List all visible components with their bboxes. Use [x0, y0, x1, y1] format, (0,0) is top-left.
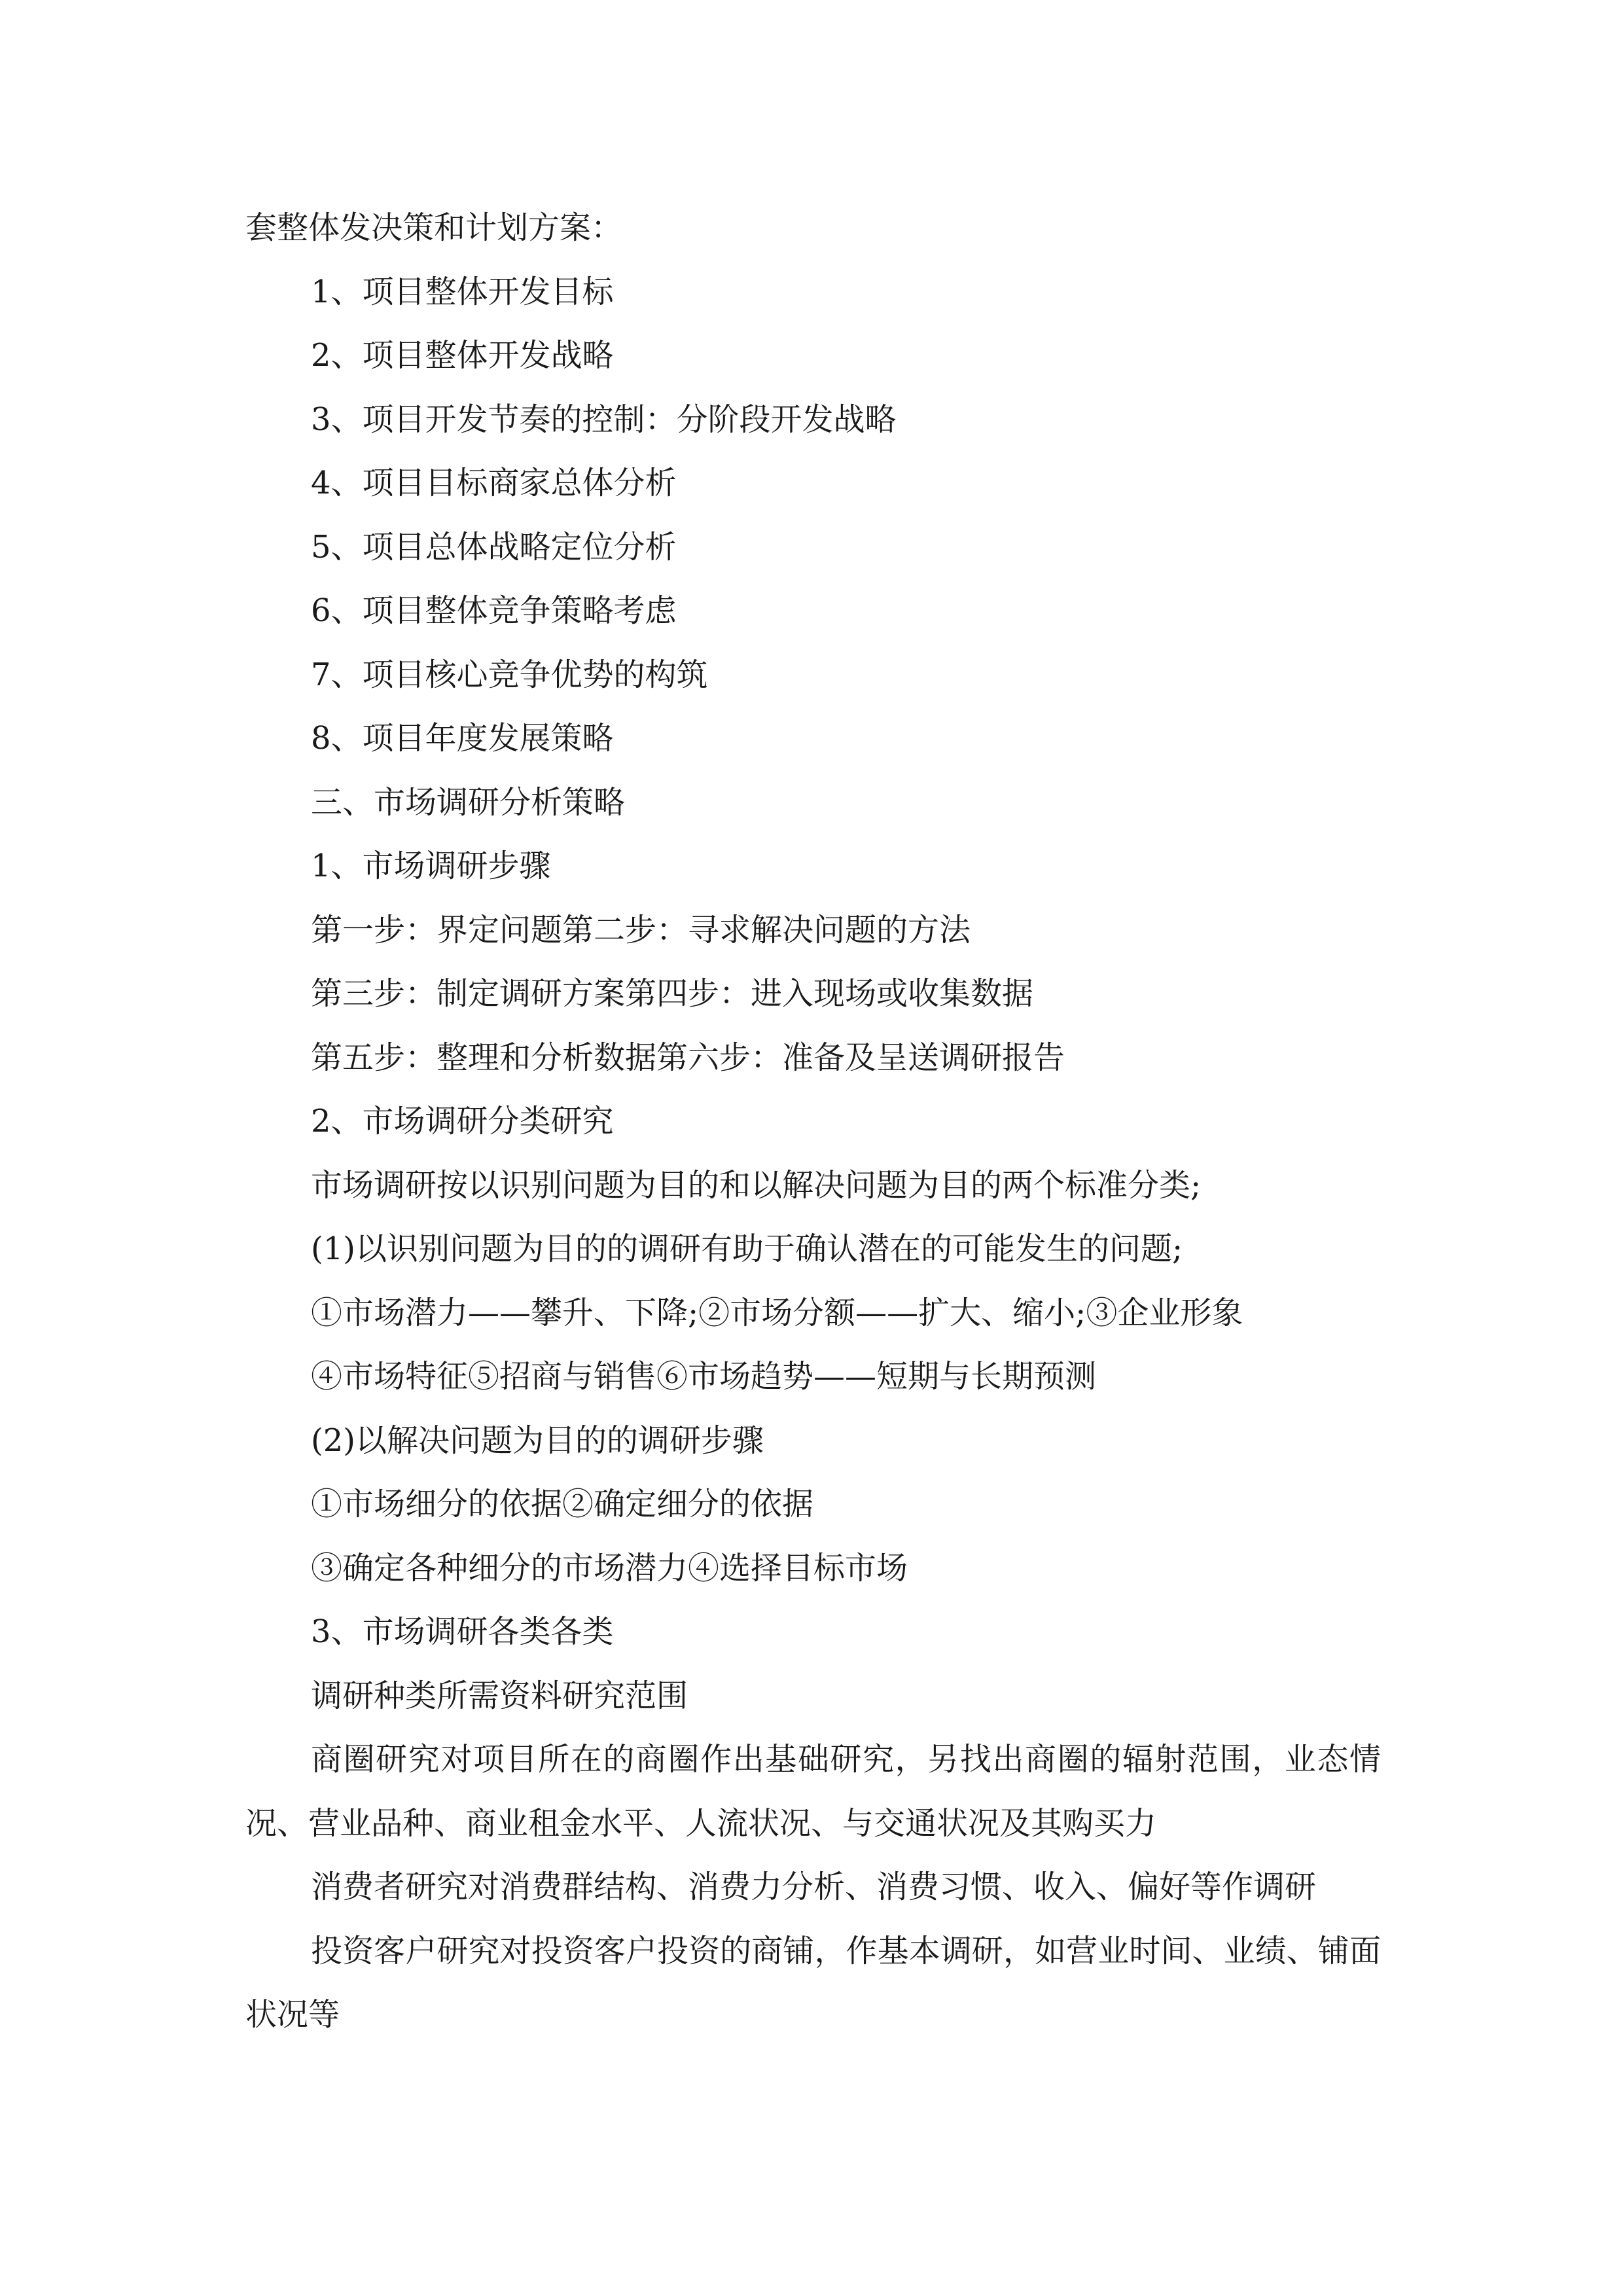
classification-line-1: 市场调研按以识别问题为目的和以解决问题为目的两个标准分类;: [311, 1166, 1202, 1204]
subheading-categories: 3、市场调研各类各类: [311, 1613, 614, 1650]
plan-item-1: 1、项目整体开发目标: [311, 273, 614, 310]
document-body: [245, 196, 1381, 2047]
classification-line-3: ①市场潜力——攀升、下降;②市场分额——扩大、缩小;③企业形象: [311, 1294, 1243, 1331]
plan-item-6: 6、项目整体竞争策略考虑: [311, 592, 677, 629]
step-line-1: 第一步：界定问题第二步：寻求解决问题的方法: [311, 911, 971, 948]
step-line-2: 第三步：制定调研方案第四步：进入现场或收集数据: [311, 975, 1034, 1012]
plan-item-2: 2、项目整体开发战略: [311, 337, 614, 374]
classification-line-2: (1)以识别问题为目的的调研有助于确认潜在的可能发生的问题;: [311, 1230, 1183, 1267]
plan-item-3: 3、项目开发节奏的控制：分阶段开发战略: [311, 401, 897, 438]
paragraph-trade-area: 商圈研究对项目所在的商圈作出基础研究，另找出商圈的辐射范围，业态情况、营业品种、商业租金水平、人流状况、与交通状况及其购买力: [245, 1741, 1381, 1842]
paragraph-investor: 投资客户研究对投资客户投资的商铺，作基本调研，如营业时间、业绩、铺面状况等: [245, 1932, 1381, 2033]
section-heading: 三、市场调研分析策略: [311, 783, 626, 821]
classification-line-5: (2)以解决问题为目的的调研步骤: [311, 1422, 764, 1459]
subheading-steps: 1、市场调研步骤: [311, 848, 551, 884]
plan-item-7: 7、项目核心竞争优势的构筑: [311, 656, 708, 693]
paragraph-consumer: 消费者研究对消费群结构、消费力分析、消费习惯、收入、偏好等作调研: [311, 1869, 1317, 1905]
step-line-3: 第五步：整理和分析数据第六步：准备及呈送调研报告: [311, 1039, 1065, 1076]
classification-line-7: ③确定各种细分的市场潜力④选择目标市场: [311, 1549, 908, 1587]
plan-item-8: 8、项目年度发展策略: [311, 720, 614, 757]
classification-line-4: ④市场特征⑤招商与销售⑥市场趋势——短期与长期预测: [311, 1358, 1097, 1395]
plan-item-4: 4、项目目标商家总体分析: [311, 465, 677, 501]
classification-line-6: ①市场细分的依据②确定细分的依据: [311, 1486, 814, 1522]
subheading-classification: 2、市场调研分类研究: [311, 1103, 614, 1139]
lead-line: 套整体发决策和计划方案：: [245, 209, 623, 246]
plan-item-5: 5、项目总体战略定位分析: [311, 528, 677, 565]
table-header-line: 调研种类所需资料研究范围: [311, 1677, 688, 1714]
